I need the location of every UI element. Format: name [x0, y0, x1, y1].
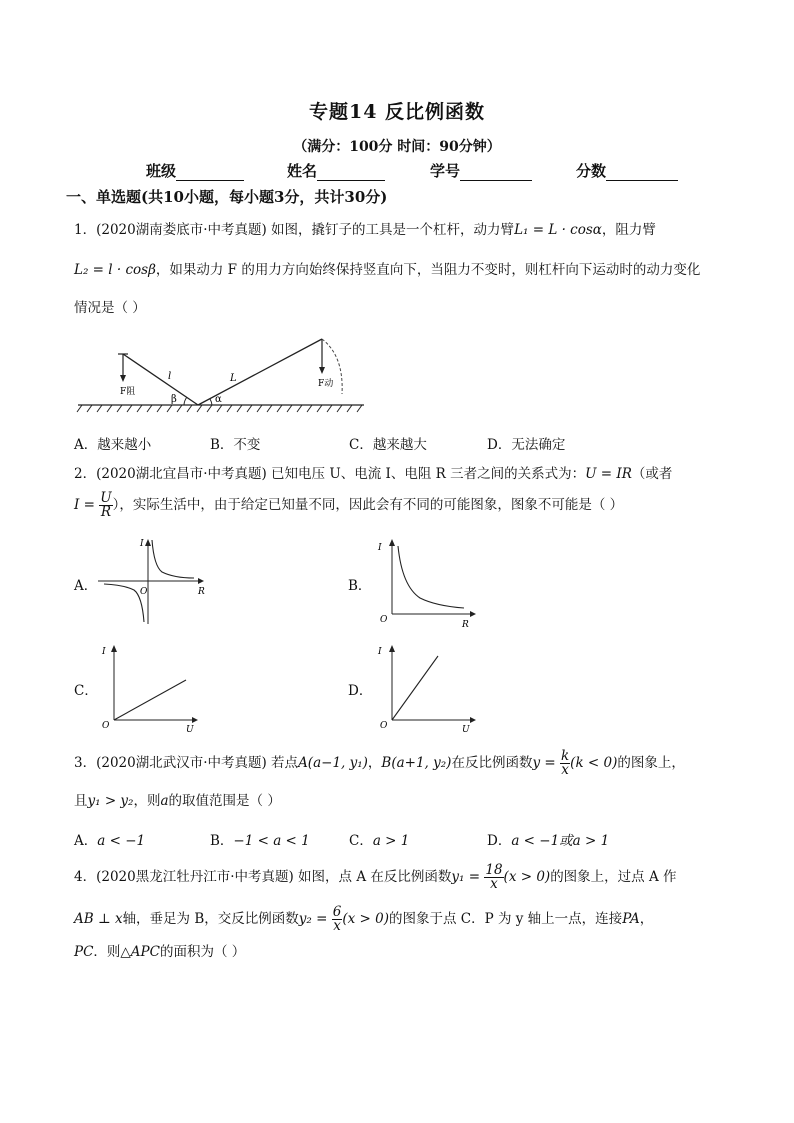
name-field [287, 160, 385, 181]
svg-text:I: I [378, 543, 382, 553]
q2-option-d: D． [348, 683, 373, 699]
svg-text:U: U [186, 725, 194, 734]
q2-line2: I = $\frac{U}{R}$ ），实际生活中，由于给定已知量不同，因此会有不同的可能图象，图象不可能是（ ） [74, 490, 624, 520]
q2a-curve-q1 [152, 540, 194, 578]
q1-ground-hatch [77, 405, 362, 412]
name-blank [317, 164, 385, 181]
svg-text:O: O [380, 615, 388, 625]
q3-option-a: A．a < −1 [74, 833, 146, 849]
q1-option-b: B．不变 [210, 437, 261, 453]
q3-line2: 且y₁ > y₂，则a的取值范围是（ ） [74, 793, 281, 809]
q3-point-b: B(a+1, y₂) [381, 755, 452, 771]
q2-option-a: A． [74, 578, 98, 594]
q4-line1: 4．(2020黑龙江牡丹江市·中考真题) 如图，点 A 在反比例函数y₁ = $\frac{18}{x}$ (x > 0)的图象上，过点 A 作 [74, 862, 677, 892]
q1-option-a: A．越来越小 [74, 437, 152, 453]
svg-text:R: R [462, 620, 469, 630]
score-field [576, 160, 678, 181]
q1-label-F-right: F动 [318, 379, 334, 389]
student-id-label: 学号 [430, 162, 461, 180]
q1-label-L: L [230, 373, 237, 384]
student-id-field [430, 160, 532, 181]
q2-formula-uir: U = IR [585, 466, 632, 482]
q1-l2-formula: L₂ = l · cosβ [74, 262, 156, 278]
q4-fraction-6-over-x: $\frac{6}{x}$ [332, 904, 342, 934]
q1-lever-figure [76, 334, 366, 414]
score-blank [606, 164, 678, 181]
q2b-curve [398, 546, 464, 608]
q2-line1: 2．(2020湖北宜昌市·中考真题) 已知电压 U、电流 I、电阻 R 三者之间的关系式为：U = IR（或者 [74, 466, 673, 482]
svg-text:O: O [140, 587, 148, 597]
score-label: 分数 [576, 162, 607, 180]
q1-option-c: C．越来越大 [349, 437, 427, 453]
svg-text:R: R [198, 587, 205, 597]
class-blank [176, 164, 244, 181]
q2d-line [392, 656, 438, 720]
svg-text:U: U [462, 725, 470, 734]
svg-text:O: O [102, 721, 110, 731]
q2-graph-c [98, 642, 202, 734]
q1-option-d: D．无法确定 [487, 437, 566, 453]
q1-line1: 1．(2020湖南娄底市·中考真题) 如图，撬钉子的工具是一个杠杆，动力臂L₁ = L · cosα，阻力臂 [74, 222, 656, 238]
q3-condition: y₁ > y₂ [87, 793, 134, 809]
q1-label-F-left: F阻 [120, 387, 136, 397]
q1-label-alpha: α [215, 394, 222, 405]
section-title: 一、单选题(共10小题，每小题3分，共计30分) [66, 188, 388, 206]
q3-point-a: A(a−1, y₁) [298, 755, 368, 771]
student-id-blank [460, 164, 532, 181]
q4-line2: AB ⊥ x轴，垂足为 B，交反比例函数y₂ = $\frac{6}{x}$ (x > 0)的图象于点 C．P 为 y 轴上一点，连接PA， [74, 904, 654, 934]
q1-line3: 情况是（ ） [74, 300, 146, 316]
q1-l1-formula: L₁ = L · cosα [514, 222, 602, 238]
q3-option-b: B．−1 < a < 1 [210, 833, 310, 849]
q3-option-c: C．a > 1 [349, 833, 410, 849]
q1-line2: L₂ = l · cosβ，如果动力 F 的用力方向始终保持竖直向下，当阻力不变时，则杠杆向下运动时的动力变化 [74, 262, 701, 278]
exam-subtitle: （满分：100分 时间：90分钟） [293, 139, 501, 155]
class-field [146, 160, 244, 181]
svg-text:O: O [380, 721, 388, 731]
q1-label-l: l [168, 371, 172, 382]
q2-option-b: B． [348, 578, 372, 594]
svg-text:I: I [378, 647, 382, 657]
q2a-curve-q3 [104, 584, 144, 622]
q3-line1: 3．(2020湖北武汉市·中考真题) 若点A(a−1, y₁)，B(a+1, y₂)在反比例函数y = $\frac{k}{x}$ (k < 0)的图象上， [74, 748, 685, 778]
svg-text:I: I [102, 647, 106, 657]
q4-line3: PC．则△APC的面积为（ ） [74, 944, 246, 960]
page-title: 专题14 反比例函数 [308, 101, 486, 123]
q2-graph-d [374, 642, 480, 734]
q2-graph-b [374, 536, 480, 632]
name-label: 姓名 [287, 162, 318, 180]
svg-text:I: I [140, 539, 144, 549]
q3-option-d: D．a < −1或a > 1 [487, 833, 610, 849]
q1-label-beta: β [171, 394, 177, 405]
q2c-line [114, 680, 186, 720]
q2-fraction-u-over-r: $\frac{U}{R}$ [100, 490, 112, 520]
q2-graph-a [94, 536, 212, 626]
q3-fraction-k-over-x: $\frac{k}{x}$ [560, 748, 570, 778]
q4-fraction-18-over-x: $\frac{18}{x}$ [485, 862, 503, 892]
q2-option-c: C． [74, 683, 98, 699]
class-label: 班级 [146, 162, 177, 180]
